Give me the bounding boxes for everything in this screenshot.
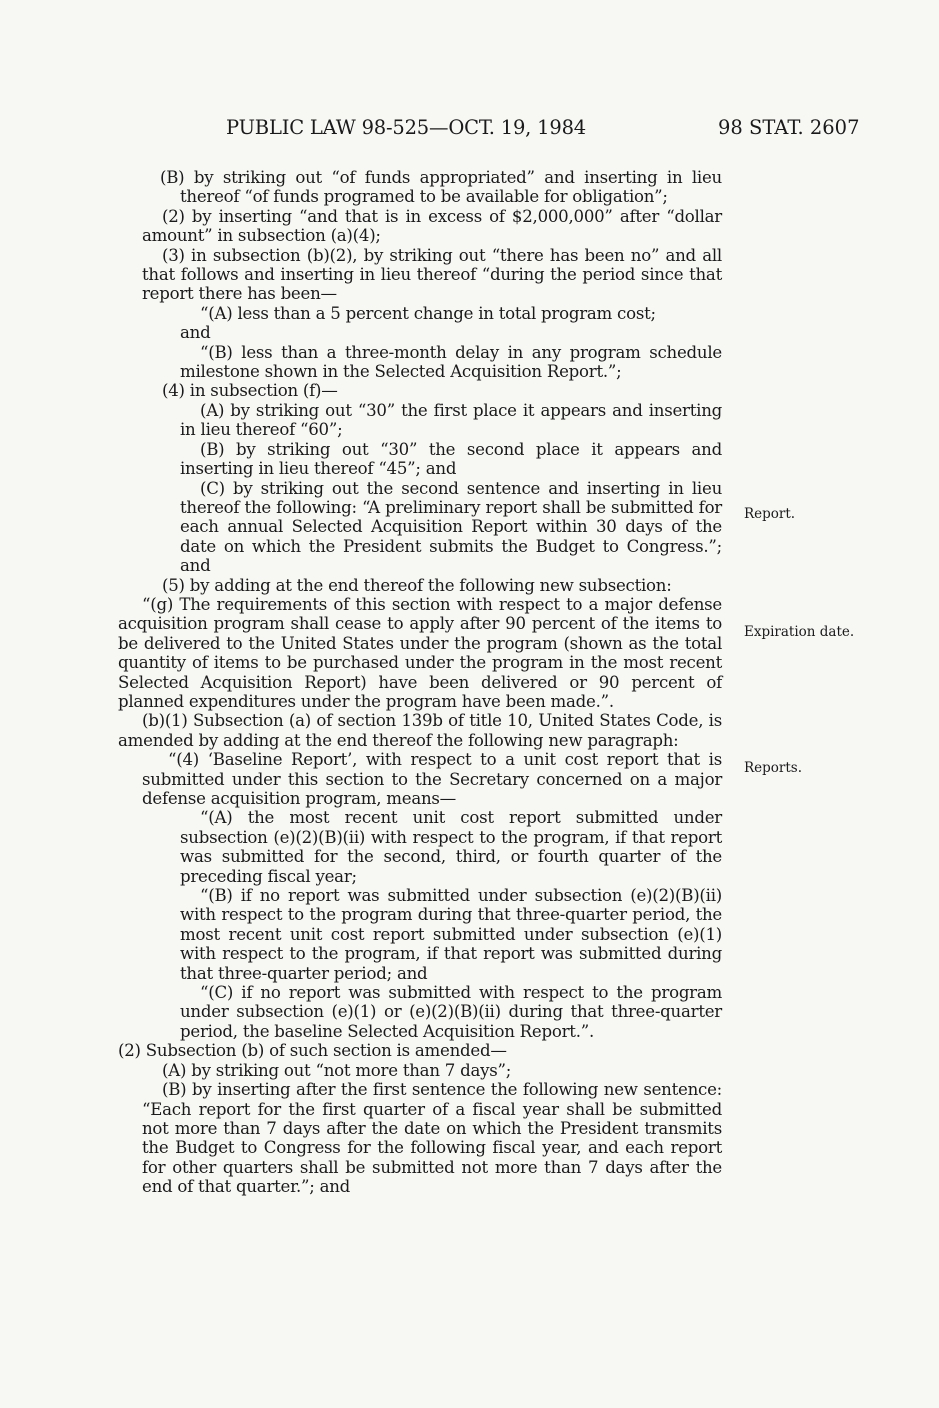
margin-note-expiration-date: Expiration date. xyxy=(744,624,855,640)
paragraph: (b)(1) Subsection (a) of section 139b of title 10, United States Code, is amended by adding at the end thereof the following new paragraph: xyxy=(118,711,722,750)
paragraph: (4) in subsection (f)— xyxy=(162,381,338,401)
paragraph: (A) by striking out “30” the first place it appears and inserting in lieu thereof “60”; xyxy=(180,400,722,440)
paragraph: (2) Subsection (b) of such section is amended— xyxy=(118,1041,507,1061)
paragraph: “(A) the most recent unit cost report submitted under subsection (e)(2)(B)(ii) with respect to the program, if that report was submitted for the second, third, or fourth quarter of the preceding fiscal year; xyxy=(180,808,722,886)
paragraph: “(g) The requirements of this section with respect to a major defense acquisition program shall cease to apply after 90 percent of the items to be delivered to the United States under the program (shown as the total quantity of items to be purchased under the program in the most recent Selected Acquisition Report) have been delivered or 90 percent of planned expenditures under the program have been made.”. xyxy=(118,594,722,711)
paragraph: and xyxy=(180,323,211,343)
paragraph: (B) by inserting after the first sentence the following new sentence: “Each report for the first quarter of a fiscal year shall be submitted not more than 7 days after the date on which the President transmits the Budget to Congress for the following fiscal year, and each report for other quarters shall be submitted not more than 7 days after the end of that quarter.”; and xyxy=(142,1080,722,1197)
margin-note-report: Report. xyxy=(744,506,796,522)
paragraph: (A) by striking out “not more than 7 days”; xyxy=(162,1060,512,1080)
paragraph: (B) by striking out “of funds appropriated” and inserting in lieu thereof “of funds programed to be available for obligation”; xyxy=(160,168,722,207)
margin-note-reports: Reports. xyxy=(744,760,803,776)
running-header-stat: 98 STAT. 2607 xyxy=(718,116,860,139)
paragraph: “(B) less than a three-month delay in any program schedule milestone shown in the Selected Acquisition Report.”; xyxy=(180,342,722,382)
paragraph: (C) by striking out the second sentence and inserting in lieu thereof the following: “A preliminary report shall be submitted for each annual Selected Acquisition Report within 30 days of the date on which the President submits the Budget to Congress.”; and xyxy=(180,478,722,576)
running-header-title: PUBLIC LAW 98-525—OCT. 19, 1984 xyxy=(226,116,586,139)
paragraph: “(A) less than a 5 percent change in total program cost; xyxy=(200,303,656,323)
paragraph: “(C) if no report was submitted with respect to the program under subsection (e)(1) or (e)(2)(B)(ii) during that three-quarter period, the baseline Selected Acquisition Report.”. xyxy=(180,983,722,1041)
paragraph: (5) by adding at the end thereof the following new subsection: xyxy=(162,575,672,595)
paragraph: (2) by inserting “and that is in excess of $2,000,000” after “dollar amount” in subsection (a)(4); xyxy=(142,206,722,246)
paragraph: “(4) ‘Baseline Report’, with respect to a unit cost report that is submitted under this section to the Secretary concerned on a major defense acquisition program, means— xyxy=(142,750,722,808)
paragraph: “(B) if no report was submitted under subsection (e)(2)(B)(ii) with respect to the program during that three-quarter period, the most recent unit cost report submitted under subsection (e)(1) with respect to the program, if that report was submitted during that three-quarter period; and xyxy=(180,886,722,983)
document-body xyxy=(118,168,722,1197)
paragraph: (B) by striking out “30” the second place it appears and inserting in lieu thereof “45”; and xyxy=(180,439,722,479)
paragraph: (3) in subsection (b)(2), by striking out “there has been no” and all that follows and inserting in lieu thereof “during the period since that report there has been— xyxy=(142,245,722,304)
